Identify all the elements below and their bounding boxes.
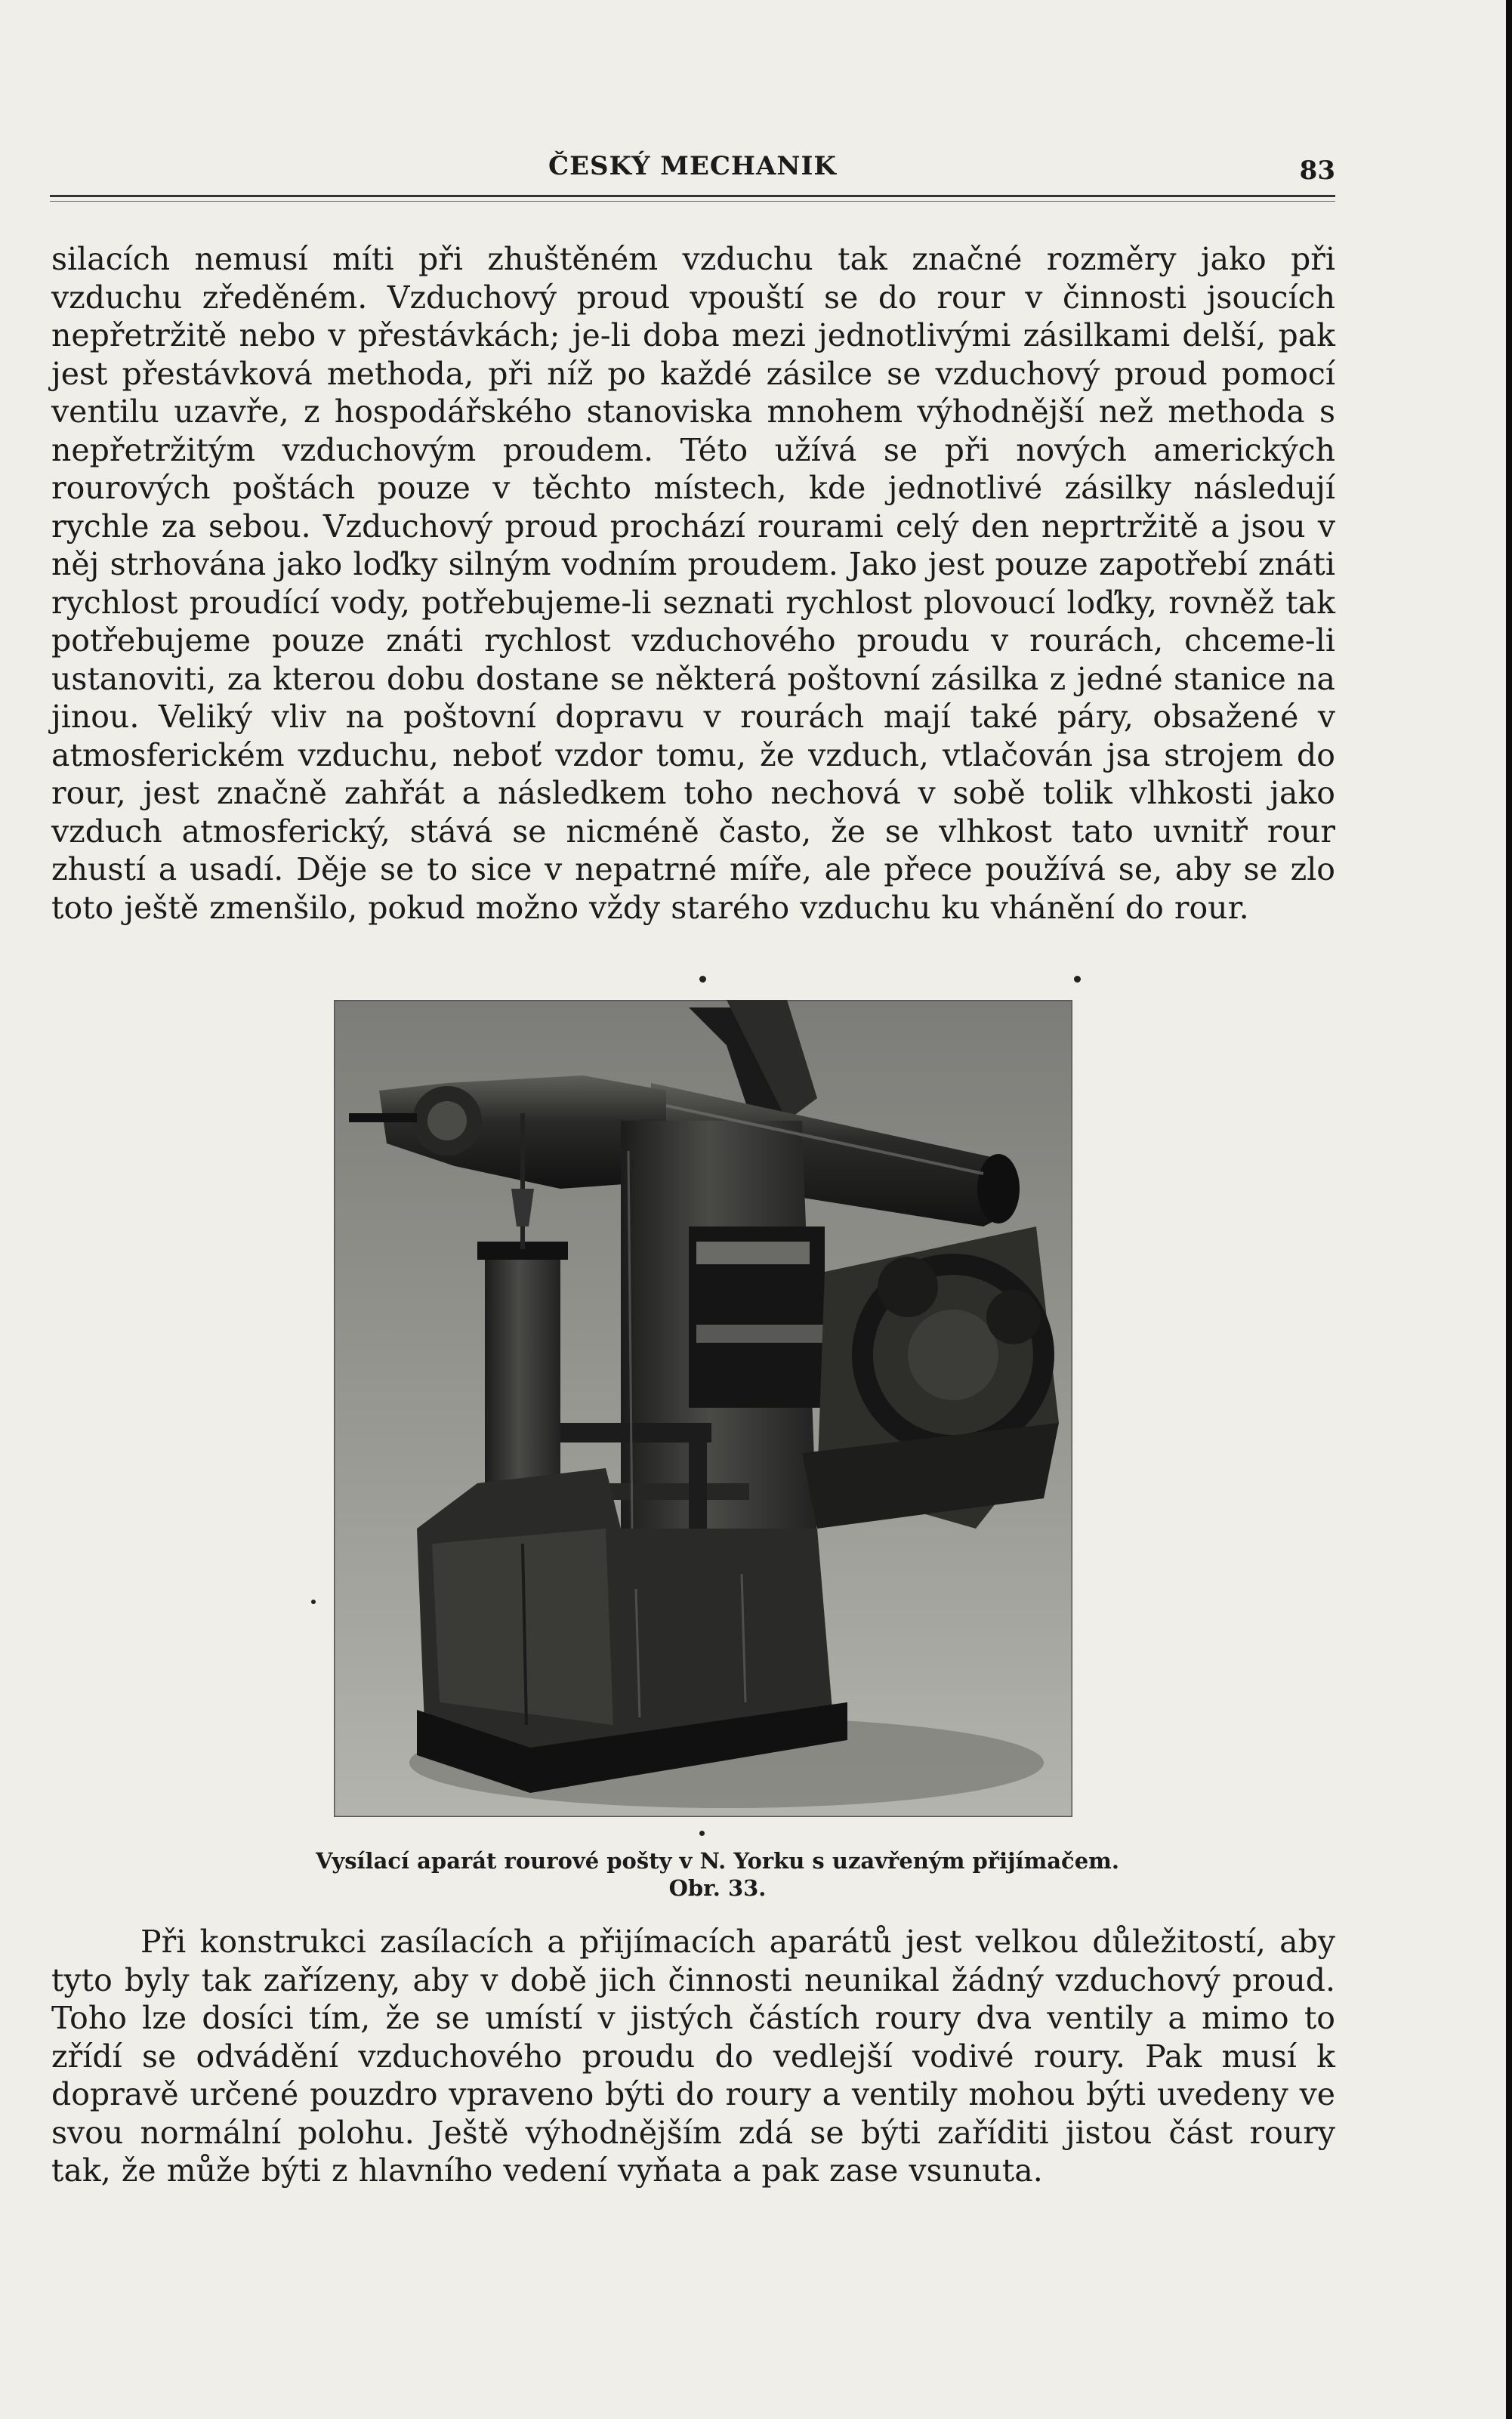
print-speck: [1074, 976, 1081, 983]
page-header: [50, 151, 1335, 196]
print-speck: [699, 1831, 705, 1836]
figure-photo: [334, 1000, 1072, 1817]
header-rule-thin: [50, 201, 1335, 202]
caption-text: Vysílací aparát rourové pošty v N. Yorku s uzavřeným přijímačem.: [316, 1848, 1119, 1874]
paragraph-2: Při konstrukci zasílacích a přijímacích aparátů jest velkou důležitostí, aby tyto byly tak zařízeny, aby v době jich činnosti neunikal žádný vzduchový proud. Toho lze dosíci tím, že se umístí v jistých částích roury dva ventily a mimo to zřídí se odvádění vzduchového proudu do vedlejší vodivé roury. Pak musí k dopravě určené pouzdro vpraveno býti do roury a ventily mohou býti uvedeny ve svou normální polohu. Ještě výhodnějším zdá se býti zaříditi jistou část roury tak, že může býti z hlavního vedení vyňata a pak zase vsunuta.: [51, 1924, 1335, 2189]
paragraph-1: silacích nemusí míti při zhuštěném vzduchu tak značné rozměry jako při vzduchu zředěném. Vzduchový proud vpouští se do rour v činnosti jsoucích nepřetržitě nebo v přestávkách; je-li doba mezi jednotlivými zásilkami delší, pak jest přestávková methoda, při níž po každé zásilce se vzduchový proud pomocí ventilu uzavře, z hospodářského stanoviska mnohem výhodnější než methoda s nepřetržitým vzduchovým proudem. Této užívá se při nových amerických rourových poštách pouze v těchto místech, kde jednotlivé zásilky následují rychle za sebou. Vzduchový proud prochází rourami celý den neprtržitě a jsou v něj strhována jako loďky silným vodním proudem. Jako jest pouze zapotřebí znáti rychlost proudící vody, potřebujeme-li seznati rychlost plovoucí loďky, rovněž tak potřebujeme pouze znáti rychlost vzduchového proudu v rourách, chceme-li ustanoviti, za kterou dobu dostane se některá poštovní zásilka z jedné stanice na jinou. Veliký vliv na poštovní dopravu v rourách mají také páry, obsažené v atmosferickém vzduchu, neboť vzdor tomu, že vzduch, vtlačován jsa strojem do rour, jest značně zahřát a následkem toho nechová v sobě tolik vlhkosti jako vzduch atmosferický, stává se nicméně často, že se vlhkost tato uvnitř rour zhustí a usadí. Děje se to sice v nepatrné míře, ale přece používá se, aby se zlo toto ještě zmenšilo, pokud možno vždy starého vzduchu ku vhánění do rour.: [51, 241, 1335, 926]
figure-number: Obr. 33.: [668, 1875, 767, 1901]
pneumatic-post-apparatus-illustration: [334, 1000, 1072, 1817]
figure-caption: [227, 1847, 1208, 1902]
print-speck: [699, 976, 706, 983]
print-speck: [311, 1600, 316, 1604]
scan-edge: [1506, 0, 1512, 2419]
running-head: ČESKÝ MECHANIK: [548, 151, 837, 181]
page-number: 83: [1299, 156, 1335, 186]
header-rule: [50, 195, 1335, 197]
